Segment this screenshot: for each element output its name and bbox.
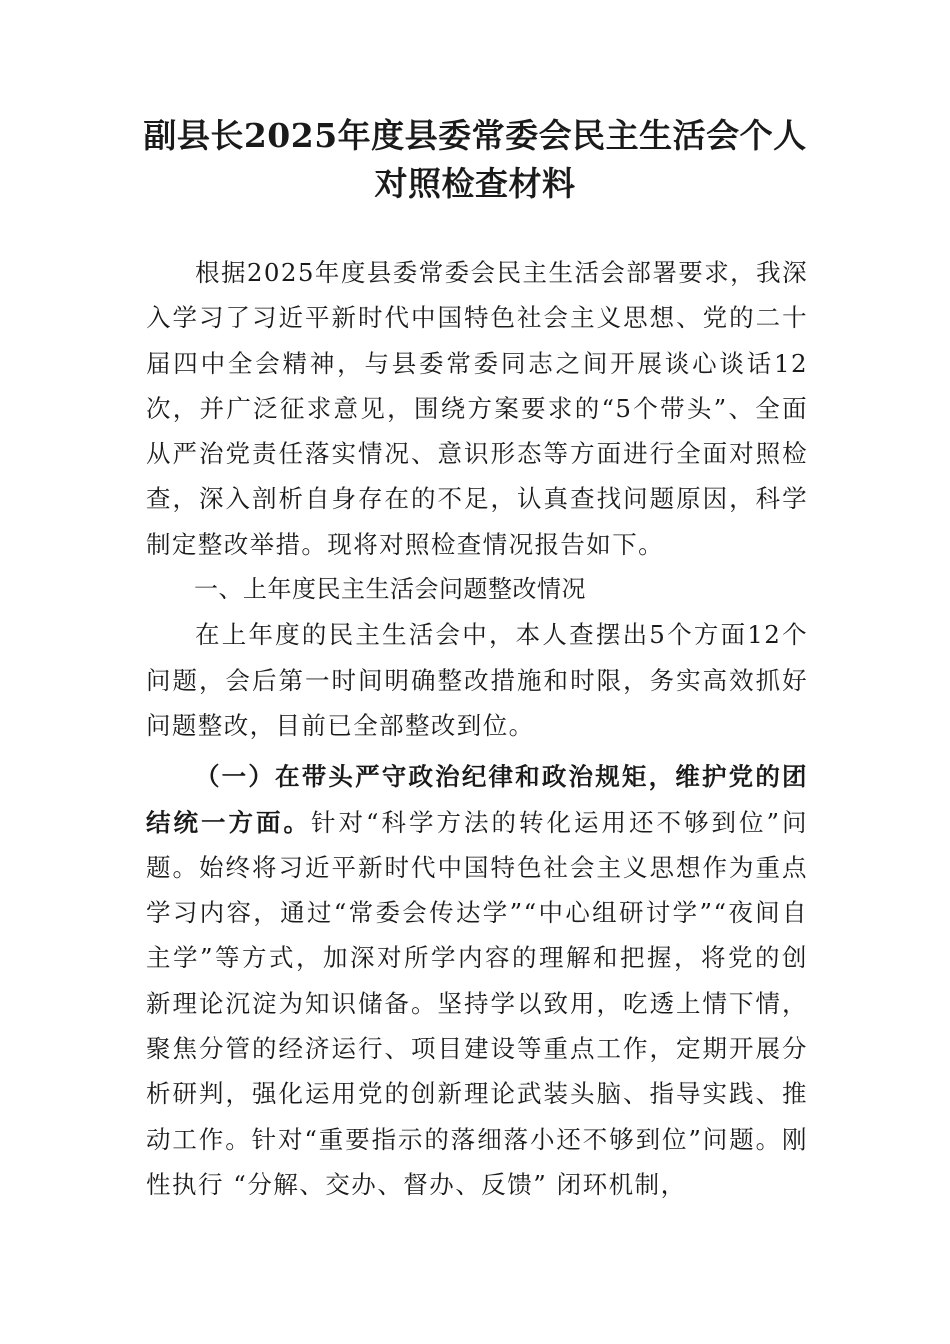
document-title: 副县长2025年度县委常委会民主生活会个人对照检查材料 [143,116,807,203]
subsection-heading: （一）在带头严守政治纪律和政治规矩，维护党的团结统一方面。 [146,762,808,837]
document-body [146,250,808,1207]
section-paragraph: 在上年度的民主生活会中，本人查摆出5个方面12个问题，会后第一时间明确整改措施和时限，务实高效抓好问题整改，目前已全部整改到位。 [146,620,808,740]
intro-paragraph: 根据2025年度县委常委会民主生活会部署要求，我深入学习了习近平新时代中国特色社会主义思想、党的二十届四中全会精神，与县委常委同志之间开展谈心谈话12次，并广泛征求意见，围绕方案要求的“5个带头”、全面从严治党责任落实情况、意识形态等方面进行全面对照检查，深入剖析自身存在的不足，认真查找问题原因，科学制定整改举措。现将对照检查情况报告如下。 [146,258,808,559]
subsection-paragraph [146,754,808,1207]
section-heading: 一、上年度民主生活会问题整改情况 [194,575,586,604]
subsection-text: 针对“科学方法的转化运用还不够到位”问题。始终将习近平新时代中国特色社会主义思想作为重点学习内容，通过“常委会传达学”“中心组研讨学”“夜间自主学”等方式，加深对所学内容的理解和把握，将党的创新理论沉淀为知识储备。坚持学以致用，吃透上情下情，聚焦分管的经济运行、项目建设等重点工作，定期开展分析研判，强化运用党的创新理论武装头脑、指导实践、推动工作。针对“重要指示的落细落小还不够到位”问题。刚性执行 “分解、交办、督办、反馈” 闭环机制， [146,807,808,1199]
